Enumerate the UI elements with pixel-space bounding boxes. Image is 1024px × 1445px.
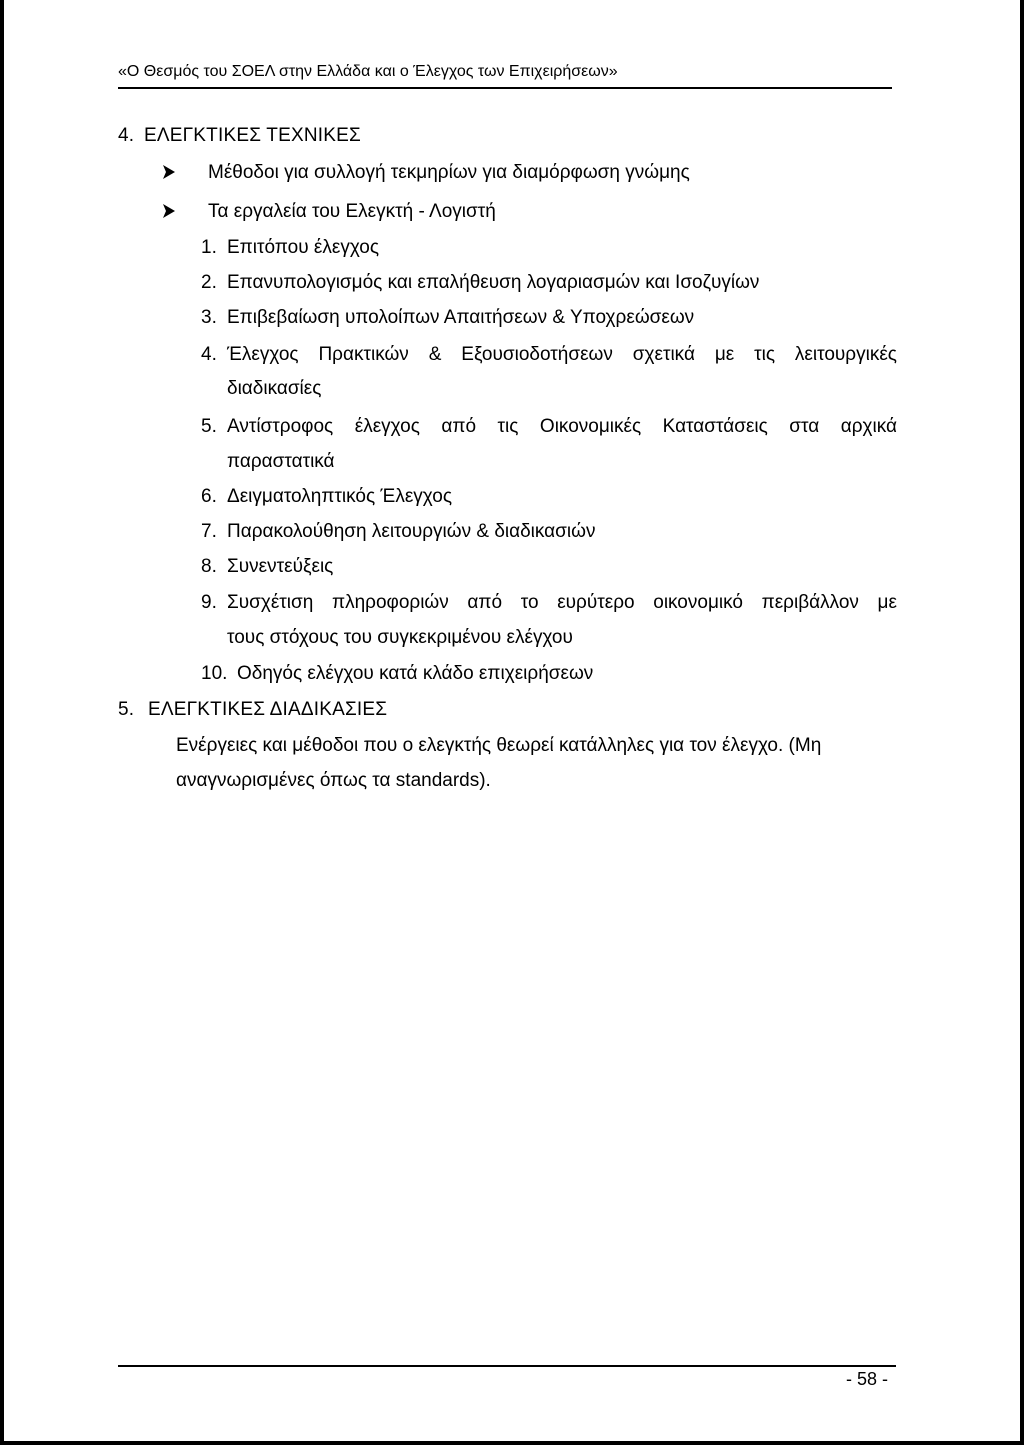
list-item-text-justified xyxy=(227,591,897,615)
bullet-text: Μέθοδοι για συλλογή τεκμηρίων για διαμόρφωση γνώμης xyxy=(208,162,690,183)
word: ευρύτερο xyxy=(557,592,635,613)
arrowhead-bullet-icon xyxy=(162,203,176,219)
list-item-text-justified xyxy=(227,415,897,439)
section-5-paragraph-line: αναγνωρισμένες όπως τα standards). xyxy=(176,770,491,791)
section-4-number: 4. xyxy=(118,125,135,146)
list-item xyxy=(201,236,379,260)
list-item xyxy=(201,662,593,686)
word: οικονομικό xyxy=(653,592,743,613)
list-item xyxy=(201,555,333,579)
word: σχετικά xyxy=(632,344,695,365)
running-header: «Ο Θεσμός του ΣΟΕΛ στην Ελλάδα και ο Έλεγχος των Επιχειρήσεων» xyxy=(118,63,618,80)
list-item-text: Επανυπολογισμός και επαλήθευση λογαριασμών και Ισοζυγίων xyxy=(227,272,760,293)
word: Οικονομικές xyxy=(539,416,642,437)
list-item-number: 8. xyxy=(201,556,217,577)
list-item-text: Συνεντεύξεις xyxy=(227,556,334,577)
list-item-text: Δειγματοληπτικός Έλεγχος xyxy=(227,486,452,507)
word: με xyxy=(877,592,897,613)
arrowhead-bullet-icon xyxy=(162,164,176,180)
section-5-paragraph-line: Ενέργειες και μέθοδοι που ο ελεγκτής θεωρεί κατάλληλες για τον έλεγχο. (Μη xyxy=(176,735,822,756)
section-5-number: 5. xyxy=(118,699,135,720)
list-item-continuation: διαδικασίες xyxy=(227,378,322,399)
list-item-number: 6. xyxy=(201,486,217,507)
word: στα xyxy=(789,416,820,437)
word: με xyxy=(714,344,735,365)
word: αρχικά xyxy=(840,416,897,437)
list-item-continuation: παραστατικά xyxy=(227,451,335,472)
word: λειτουργικές xyxy=(794,344,897,365)
word: τις xyxy=(497,416,519,437)
bullet-item xyxy=(162,200,496,224)
bullet-marker xyxy=(162,161,208,185)
bullet-item xyxy=(162,161,690,185)
list-item-number: 3. xyxy=(201,307,217,328)
list-item-number: 10. xyxy=(201,663,228,684)
list-item-number: 5. xyxy=(201,416,217,437)
list-item-number: 1. xyxy=(201,237,217,258)
list-item-text: Οδηγός ελέγχου κατά κλάδο επιχειρήσεων xyxy=(237,663,594,684)
list-item-number: 7. xyxy=(201,521,217,542)
word: από xyxy=(467,592,503,613)
page-number: - 58 - xyxy=(846,1369,889,1389)
list-item-text: Επιτόπου έλεγχος xyxy=(227,237,380,258)
bullet-text: Τα εργαλεία του Ελεγκτή - Λογιστή xyxy=(208,201,496,222)
section-4-heading xyxy=(118,124,361,148)
list-item xyxy=(201,485,452,509)
list-item-number: 9. xyxy=(201,592,217,613)
word: & xyxy=(428,344,442,365)
footer-rule xyxy=(118,1365,896,1367)
word: τις xyxy=(754,344,776,365)
header-rule xyxy=(118,87,892,89)
list-item-text-justified xyxy=(227,343,897,367)
section-5-heading xyxy=(118,698,387,722)
word: Εξουσιοδοτήσεων xyxy=(461,344,613,365)
list-item-text: Επιβεβαίωση υπολοίπων Απαιτήσεων & Υποχρεώσεων xyxy=(227,307,695,328)
word: Αντίστροφος xyxy=(227,416,334,437)
word: Συσχέτιση xyxy=(227,592,314,613)
word: το xyxy=(520,592,539,613)
word: από xyxy=(441,416,477,437)
list-item-number: 2. xyxy=(201,272,217,293)
section-5-title: ΕΛΕΓΚΤΙΚΕΣ ΔΙΑΔΙΚΑΣΙΕΣ xyxy=(148,699,388,720)
section-4-title: ΕΛΕΓΚΤΙΚΕΣ ΤΕΧΝΙΚΕΣ xyxy=(144,125,361,146)
bullet-marker xyxy=(162,200,208,224)
word: έλεγχος xyxy=(354,416,420,437)
word: Καταστάσεις xyxy=(662,416,768,437)
list-item xyxy=(201,306,694,330)
list-item-continuation: τους στόχους του συγκεκριμένου ελέγχου xyxy=(227,627,573,648)
word: περιβάλλον xyxy=(761,592,859,613)
list-item xyxy=(201,271,759,295)
word: πληροφοριών xyxy=(331,592,449,613)
list-item-number: 4. xyxy=(201,344,217,365)
word: Πρακτικών xyxy=(318,344,409,365)
list-item xyxy=(201,520,595,544)
word: Έλεγχος xyxy=(227,344,299,365)
list-item-text: Παρακολούθηση λειτουργιών & διαδικασιών xyxy=(227,521,596,542)
